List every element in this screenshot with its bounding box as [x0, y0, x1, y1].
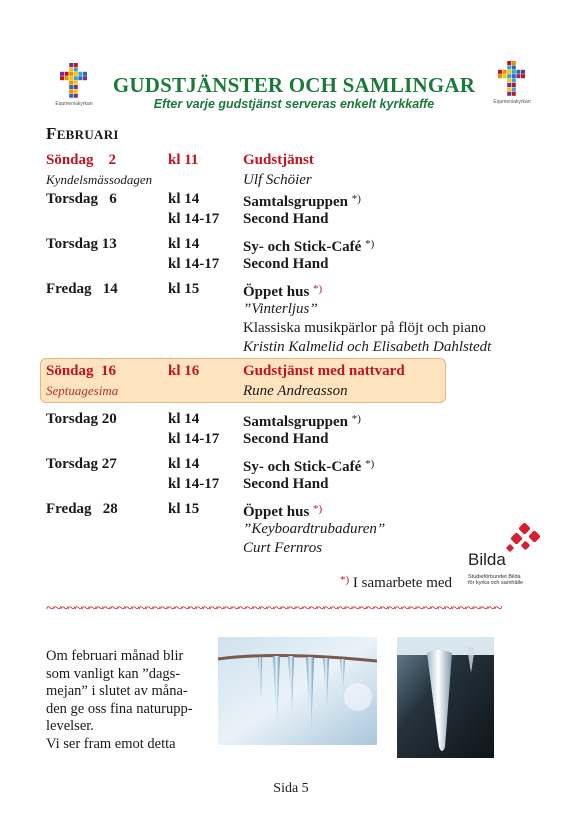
event-day: Söndag 16 — [46, 363, 117, 379]
paragraph-line: mejan” i slutet av måna- — [46, 683, 188, 699]
cooperation-note — [340, 574, 452, 592]
mosaic-tile — [507, 79, 511, 83]
event-time: kl 14 — [168, 236, 200, 252]
mosaic-tile — [521, 70, 525, 74]
cooperation-text: I samarbete med — [352, 575, 453, 591]
event-time: kl 14 — [168, 191, 200, 207]
mosaic-tile — [498, 74, 502, 78]
paragraph-line: Vi ser fram emot detta — [46, 735, 176, 752]
mosaic-tile — [498, 70, 502, 74]
equmeniakyrkan-logo-right — [486, 60, 538, 112]
mosaic-tile — [507, 83, 511, 87]
event-theme: ”Keyboardtrubaduren” — [243, 521, 386, 537]
event-title-text: Samtalsgruppen — [243, 194, 349, 210]
footnote-mark: *) — [351, 193, 361, 205]
event-title-text: Öppet hus — [243, 284, 310, 300]
footnote-mark: *) — [313, 283, 323, 295]
page-subtitle: Efter varje gudstjänst serveras enkelt kyrkkaffe — [153, 97, 435, 111]
closing-paragraph — [46, 648, 221, 753]
footnote-mark: *) — [365, 238, 375, 250]
event-performers: Kristin Kalmelid och Elisabeth Dahlstedt — [243, 339, 492, 355]
event-occasion: Kyndelsmässodagen — [46, 172, 153, 187]
month-rest: EBRUARI — [56, 127, 119, 142]
mosaic-tile — [69, 76, 73, 80]
event-time: kl 11 — [168, 152, 199, 168]
page-title: GUDSTJÄNSTER OCH SAMLINGAR — [112, 73, 476, 97]
mosaic-tile — [69, 85, 73, 89]
cross-mosaic-icon — [59, 62, 89, 100]
mosaic-tile — [512, 70, 516, 74]
event-description: Klassiska musikpärlor på flöjt och piano — [243, 320, 486, 336]
paragraph-line: som vanligt kan ”dags- — [46, 665, 181, 682]
mosaic-tile — [507, 92, 511, 96]
mosaic-tile — [516, 70, 520, 74]
logo-caption: Equmeniakyrkan — [55, 101, 93, 107]
bilda-logo — [468, 522, 548, 572]
event-leader: Rune Andreasson — [243, 383, 348, 399]
footnote-mark: *) — [351, 413, 361, 425]
mosaic-tile — [78, 76, 82, 80]
event-day: Fredag 28 — [46, 501, 118, 517]
mosaic-tile — [74, 76, 78, 80]
mosaic-tile — [69, 89, 73, 93]
mosaic-tile — [507, 70, 511, 74]
mosaic-tile — [69, 81, 73, 85]
mosaic-tile — [507, 74, 511, 78]
mosaic-tile — [512, 87, 516, 91]
event-title-text: Sy- och Stick-Café — [243, 459, 362, 475]
event-day: Söndag 2 — [46, 152, 117, 168]
event-title: Gudstjänst med nattvard — [243, 363, 405, 379]
mosaic-tile — [512, 65, 516, 69]
icicle-photo — [397, 637, 494, 758]
event-day: Fredag 14 — [46, 281, 118, 297]
footnote-mark: *) — [340, 574, 350, 586]
footnote-mark: *) — [365, 458, 375, 470]
cross-mosaic-icon — [497, 60, 527, 98]
mosaic-tile — [507, 65, 511, 69]
event-day: Torsdag 27 — [46, 456, 117, 472]
footnote-mark: *) — [313, 503, 323, 515]
mosaic-tile — [83, 76, 87, 80]
month-heading — [46, 124, 119, 144]
event-time: kl 15 — [168, 281, 200, 297]
event-leader: Ulf Schöier — [243, 172, 312, 188]
mosaic-tile — [60, 72, 64, 76]
event-title: Second Hand — [243, 431, 329, 447]
bilda-tagline-line: Studieförbundet Bilda — [468, 574, 521, 580]
logo-caption: Equmeniakyrkan — [493, 99, 531, 105]
event-time: kl 14-17 — [168, 256, 220, 272]
mosaic-tile — [74, 63, 78, 67]
event-theme: ”Vinterljus” — [243, 301, 318, 317]
mosaic-tile — [69, 94, 73, 98]
event-title: Second Hand — [243, 256, 329, 272]
mosaic-tile — [512, 83, 516, 87]
event-title: Second Hand — [243, 211, 329, 227]
event-time: kl 16 — [168, 363, 200, 379]
mosaic-tile — [507, 87, 511, 91]
mosaic-tile — [69, 63, 73, 67]
mosaic-tile — [503, 74, 507, 78]
mosaic-tile — [74, 85, 78, 89]
mosaic-tile — [74, 72, 78, 76]
month-initial: F — [46, 124, 57, 143]
event-time: kl 14 — [168, 411, 200, 427]
icicles-branch-photo — [218, 637, 377, 745]
event-title-text: Samtalsgruppen — [243, 414, 349, 430]
event-day: Torsdag 20 — [46, 411, 117, 427]
bilda-tagline — [468, 574, 558, 586]
event-title: Second Hand — [243, 476, 329, 492]
mosaic-tile — [83, 72, 87, 76]
event-title-text: Sy- och Stick-Café — [243, 239, 362, 255]
event-title-text: Öppet hus — [243, 504, 310, 520]
event-title: Gudstjänst — [243, 152, 314, 168]
mosaic-tile — [512, 74, 516, 78]
mosaic-tile — [516, 74, 520, 78]
equmeniakyrkan-logo — [48, 62, 100, 114]
mosaic-tile — [512, 79, 516, 83]
mosaic-tile — [74, 94, 78, 98]
mosaic-tile — [74, 89, 78, 93]
page-number: Sida 5 — [273, 781, 309, 796]
mosaic-tile — [512, 61, 516, 65]
mosaic-tile — [65, 72, 69, 76]
event-performers: Curt Fernros — [243, 540, 323, 556]
mosaic-tile — [60, 76, 64, 80]
wavy-divider: ~~~~~~~~~~~~~~~~~~~~~~~~~~~~~~~~~~~~~~~~~~~~~~~~~~~~~~~~~~~~~~~~ — [46, 601, 502, 617]
event-time: kl 14 — [168, 456, 200, 472]
mosaic-tile — [65, 76, 69, 80]
mosaic-tile — [503, 70, 507, 74]
event-time: kl 14-17 — [168, 476, 220, 492]
event-day: Torsdag 13 — [46, 236, 117, 252]
bilda-tagline-line: för kyrka och samhälle — [468, 580, 524, 586]
mosaic-tile — [78, 72, 82, 76]
mosaic-tile — [521, 74, 525, 78]
event-day: Torsdag 6 — [46, 191, 117, 207]
paragraph-line: Om februari månad blir — [46, 648, 184, 664]
mosaic-tile — [74, 67, 78, 71]
mosaic-tile — [507, 61, 511, 65]
event-time: kl 15 — [168, 501, 200, 517]
paragraph-line: den ge oss fina naturupp- — [46, 700, 193, 717]
mosaic-tile — [69, 67, 73, 71]
mosaic-tile — [512, 92, 516, 96]
paragraph-line: levelser. — [46, 718, 94, 734]
event-occasion: Septuagesima — [46, 383, 119, 398]
event-time: kl 14-17 — [168, 211, 220, 227]
bilda-wordmark: Bilda — [468, 550, 506, 569]
mosaic-tile — [74, 81, 78, 85]
mosaic-tile — [69, 72, 73, 76]
event-time: kl 14-17 — [168, 431, 220, 447]
